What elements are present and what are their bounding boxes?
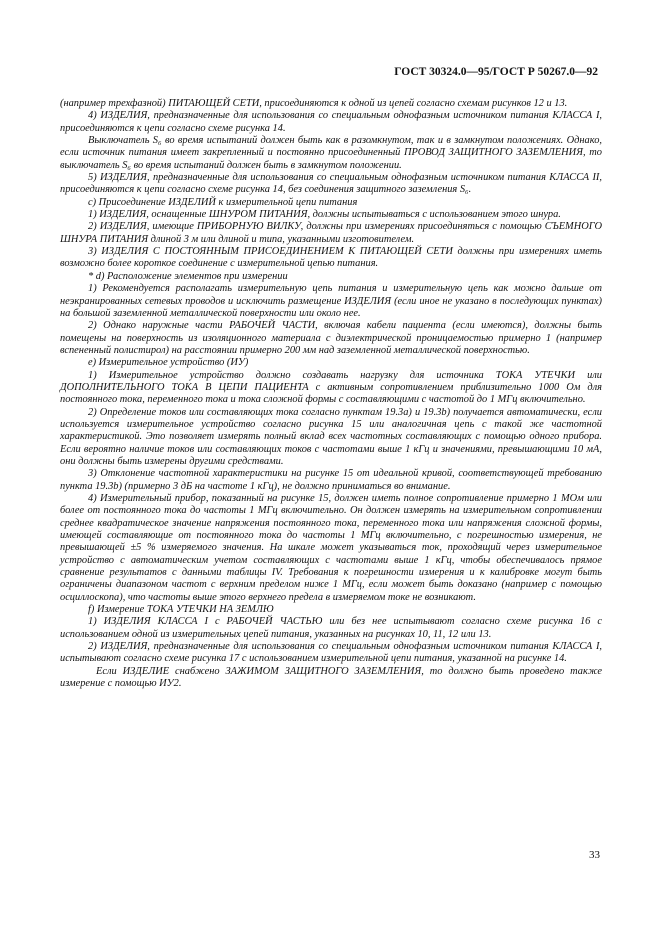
section-heading: f) Измерение ТОКА УТЕЧКИ НА ЗЕМЛЮ bbox=[88, 604, 274, 616]
paragraph: 2) ИЗДЕЛИЯ, предназначенные для использования со специальным однофазным источником питания КЛАССА I, испытывают согласно схеме рисунка 17 с использованием измерительной цепи питания, указанной на рисунке 14. bbox=[60, 641, 602, 665]
page-header: ГОСТ 30324.0—95/ГОСТ Р 50267.0—92 bbox=[394, 66, 598, 78]
paragraph: Выключатель S₆ во время испытаний должен быть как в разомкнутом, так и в замкнутом положениях. Однако, если источник питания имеет закрепленный и постоянно присоединенный ПРОВОД ЗАЩИТНОГО ЗАЗЕМЛЕНИЯ, то выключатель S₆ во время испытаний должен быть в замкнутом положении. bbox=[60, 135, 602, 171]
paragraph: 2) Определение токов или составляющих тока согласно пунктам 19.3a) и 19.3b) получается автоматически, если используется измерительное устройство согласно рисунка 15 или аналогичная цепь с такой же частотной характеристикой. Это позволяет измерять полный вклад всех частотных составляющих с помощью одного прибора. Если вероятно наличие токов или составляющих токов с частотами выше 1 кГц и значениями, превышающими 10 мА, они должны быть измерены другими средствами. bbox=[60, 406, 602, 467]
paragraph: 1) ИЗДЕЛИЯ, оснащенные ШНУРОМ ПИТАНИЯ, должны испытываться с использованием этого шнура. bbox=[88, 209, 561, 221]
section-heading: * d) Расположение элементов при измерении bbox=[88, 270, 288, 282]
paragraph: 4) ИЗДЕЛИЯ, предназначенные для использования со специальным однофазным источником питания КЛАССА I, присоединяются к цепи согласно схеме рисунка 14. bbox=[60, 110, 602, 134]
paragraph: 1) Рекомендуется располагать измерительную цепь питания и измерительную цепь как можно дальше от неэкранированных сетевых проводов и исключить размещение ИЗДЕЛИЯ (если иное не указано в последующих пунктах) на большой заземленной металлической поверхности или около нее. bbox=[60, 283, 602, 319]
body-text bbox=[60, 98, 602, 691]
page-number: 33 bbox=[589, 849, 600, 861]
paragraph: 2) ИЗДЕЛИЯ, имеющие ПРИБОРНУЮ ВИЛКУ, должны при измерениях присоединяться с помощью СЪЕМНОГО ШНУРА ПИТАНИЯ длиной 3 м или длиной и типа, указанными изготовителем. bbox=[60, 221, 602, 245]
paragraph: 4) Измерительный прибор, показанный на рисунке 15, должен иметь полное сопротивление примерно 1 МОм или более от постоянного тока до частоты 1 МГц включительно. Он должен измерять на измерительном сопротивлении среднее квадратическое значение напряжения постоянного тока, переменного тока или напряжения сложной формы, имеющей составляющие от постоянного тока до частоты 1 МГц включительно, с погрешностью измерения, не превышающей ±5 % измеряемого значения. На шкале может указываться ток, проходящий через измерительное устройство с автоматическим учетом составляющих с частотами выше 1 кГц, чтобы обеспечивалось прямое сравнение результатов с данными таблицы IV. Требования к погрешности измерения и к калибровке могут быть ограничены диапазоном частот с верхним пределом ниже 1 МГц, если может быть доказано (например с помощью осциллоскопа), что частоты выше этого верхнего предела в измеряемом токе не возникают. bbox=[60, 493, 602, 603]
section-heading: c) Присоединение ИЗДЕЛИЙ к измерительной цепи питания bbox=[88, 196, 358, 208]
paragraph: 3) Отклонение частотной характеристики на рисунке 15 от идеальной кривой, соответствующей требованию пункта 19.3b) (примерно 3 дБ на частоте 1 кГц), не должно приниматься во внимание. bbox=[60, 468, 602, 492]
paragraph: Если ИЗДЕЛИЕ снабжено ЗАЖИМОМ ЗАЩИТНОГО ЗАЗЕМЛЕНИЯ, то должно быть проведено также измерение с помощью ИУ2. bbox=[60, 665, 602, 690]
section-heading: e) Измерительное устройство (ИУ) bbox=[88, 357, 249, 369]
paragraph: 2) Однако наружные части РАБОЧЕЙ ЧАСТИ, включая кабели пациента (если имеются), должны быть помещены на поверхность из изоляционного материала с диэлектрической проницаемостью примерно 1 (например вспененный полистирол) на расстоянии примерно 200 мм над заземленной металлической поверхностью. bbox=[60, 320, 602, 356]
paragraph: 1) ИЗДЕЛИЯ КЛАССА I с РАБОЧЕЙ ЧАСТЬЮ или без нее испытывают согласно схеме рисунка 16 с использованием одной из измерительных цепей питания, указанных на рисунках 10, 11, 12 или 13. bbox=[60, 616, 602, 640]
paragraph: 5) ИЗДЕЛИЯ, предназначенные для использования со специальным однофазным источником питания КЛАССА II, присоединяются к цепи согласно схеме рисунка 14, без соединения защитного заземления S₆. bbox=[60, 172, 602, 196]
paragraph: (например трехфазной) ПИТАЮЩЕЙ СЕТИ, присоединяются к одной из цепей согласно схемам рисунков 12 и 13. bbox=[60, 98, 568, 109]
paragraph: 3) ИЗДЕЛИЯ С ПОСТОЯННЫМ ПРИСОЕДИНЕНИЕМ К ПИТАЮЩЕЙ СЕТИ должны при измерениях иметь возможно более короткое соединение с измерительной цепью питания. bbox=[60, 246, 602, 270]
paragraph: 1) Измерительное устройство должно создавать нагрузку для источника ТОКА УТЕЧКИ или ДОПОЛНИТЕЛЬНОГО ТОКА В ЦЕПИ ПАЦИЕНТА с активным сопротивлением приблизительно 1000 Ом для постоянного тока, переменного тока и тока сложной формы с составляющими с частотой до 1 МГц включительно. bbox=[60, 369, 602, 406]
